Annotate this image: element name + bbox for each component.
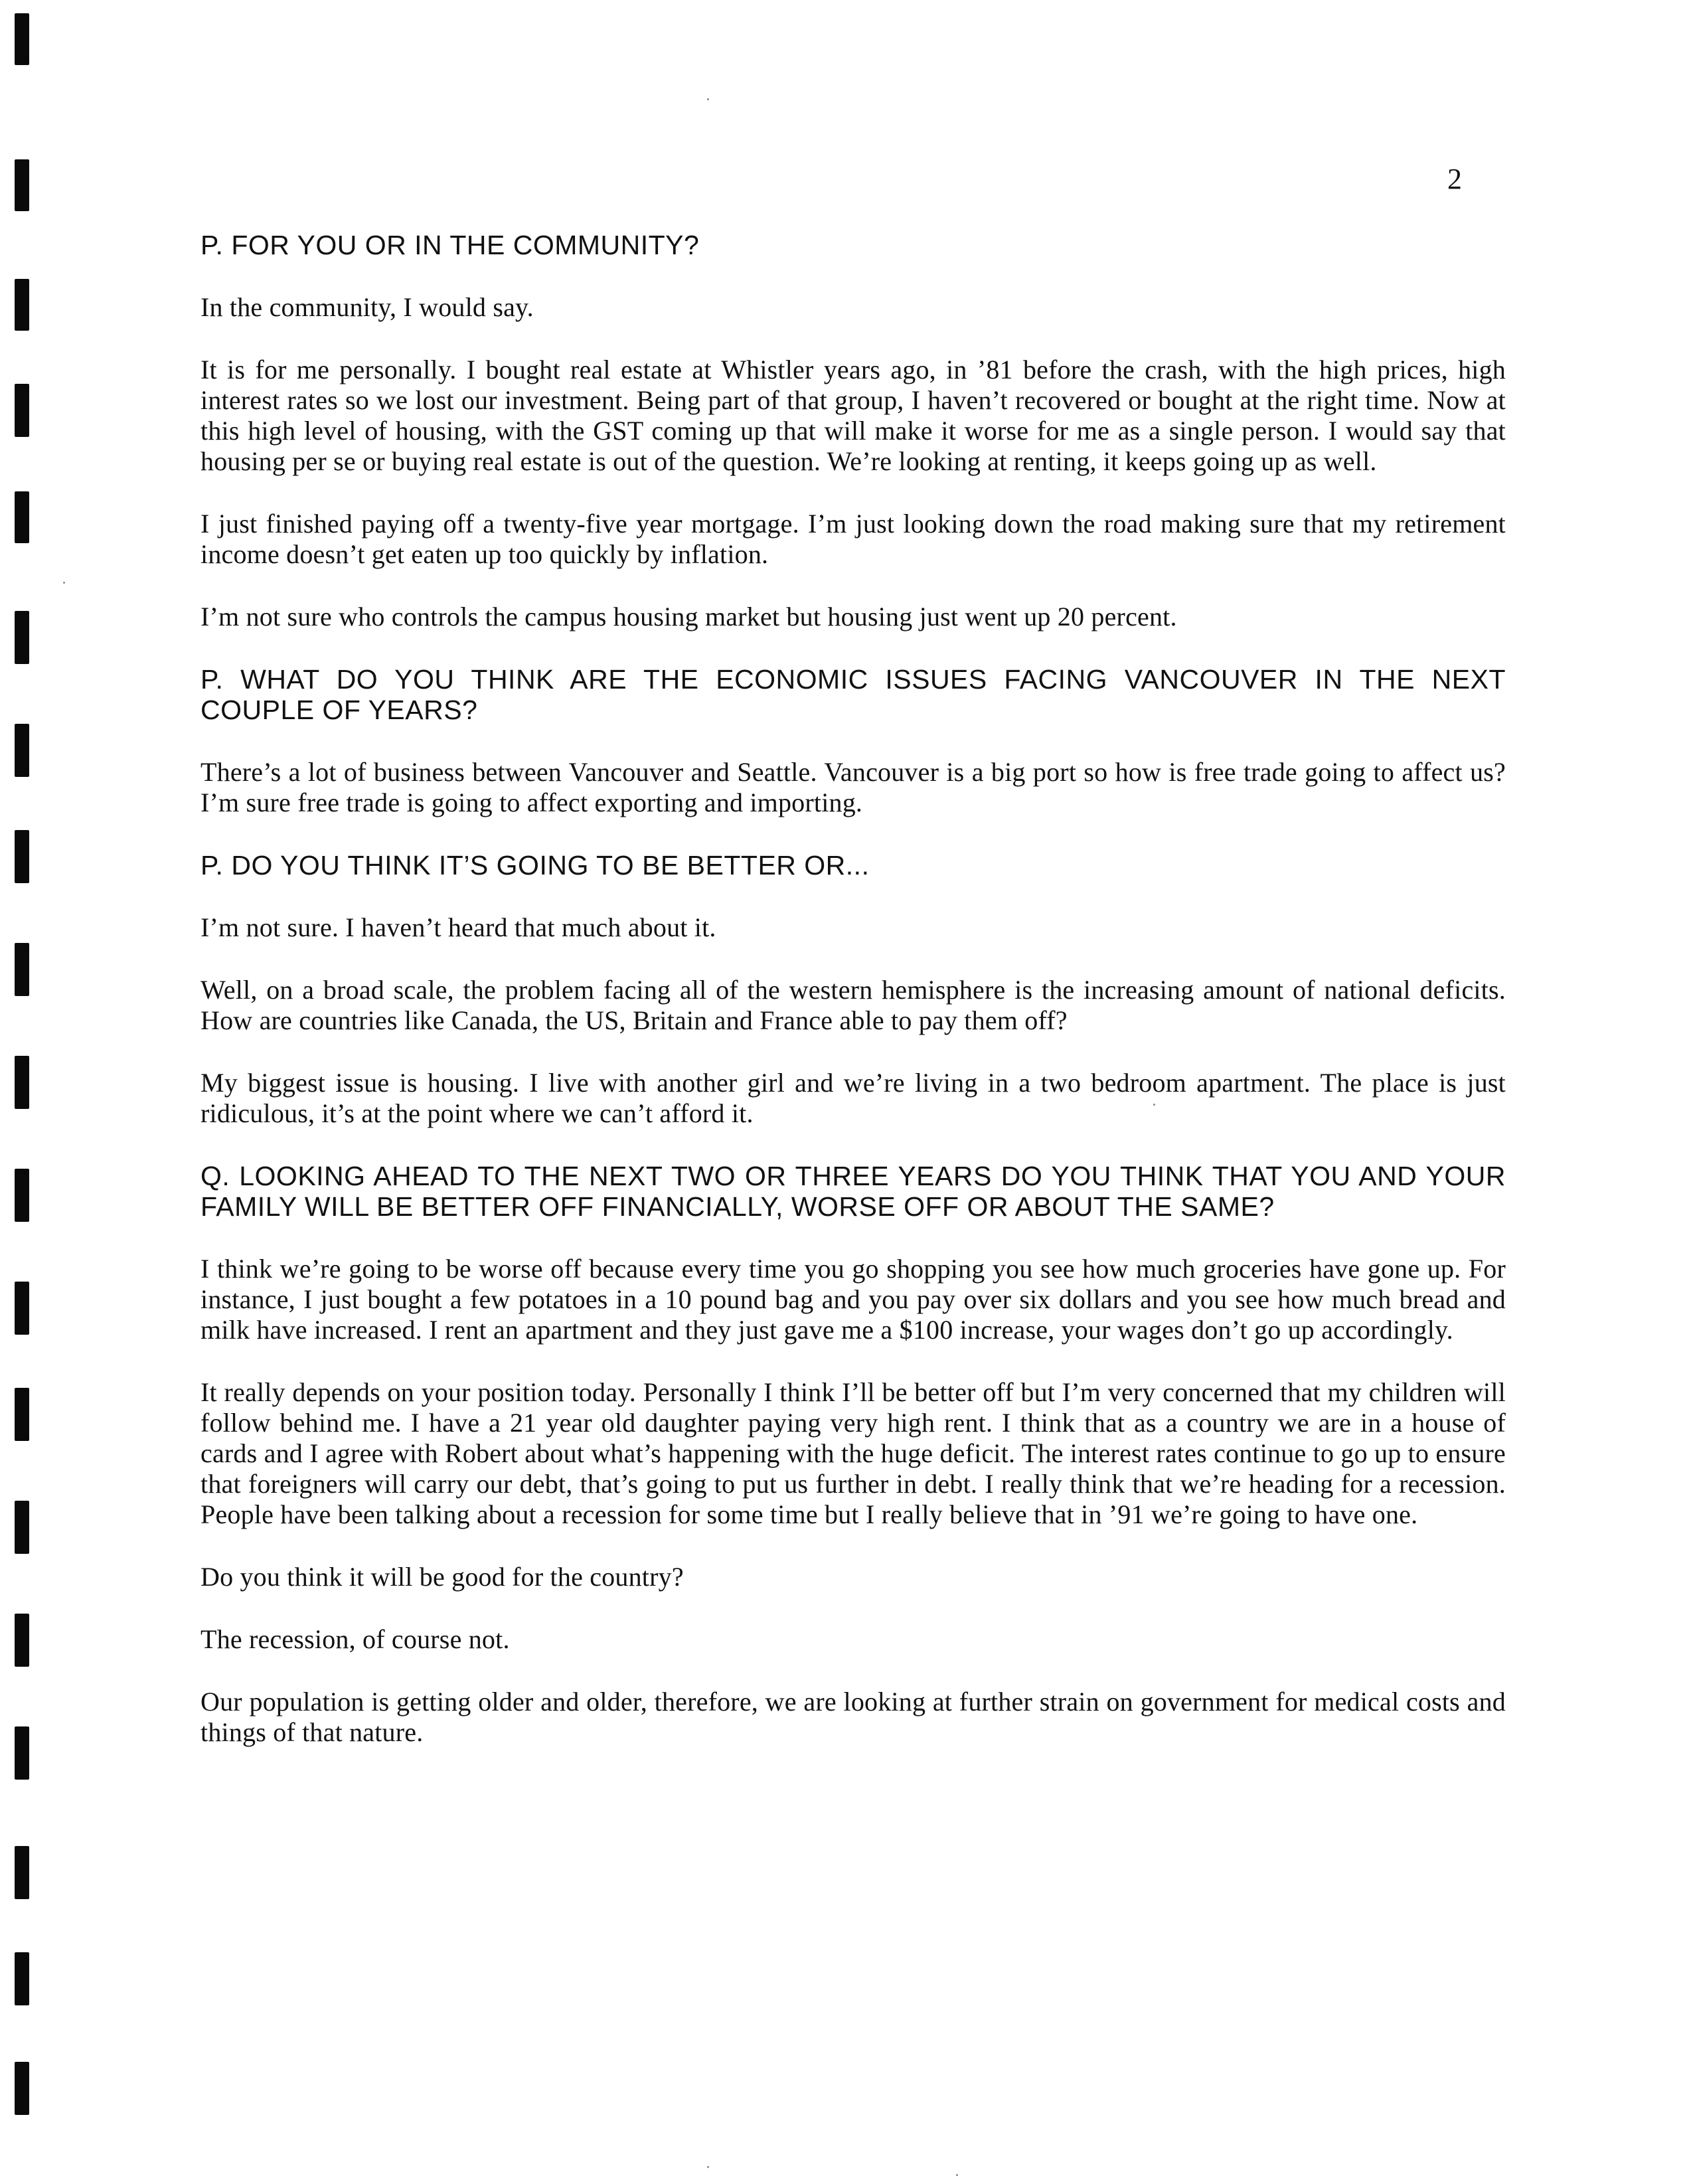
scan-speck [956, 2174, 958, 2176]
binding-mark [15, 384, 29, 437]
participant-response: I’m not sure who controls the campus housing market but housing just went up 20 percent. [201, 602, 1177, 631]
binding-mark [15, 943, 29, 996]
binding-mark [15, 279, 29, 331]
scan-speck [707, 2166, 709, 2168]
binding-mark [15, 2062, 29, 2115]
moderator-question: P. WHAT DO YOU THINK ARE THE ECONOMIC ISSUES FACING VANCOUVER IN THE NEXT COUPLE OF YEARS? [201, 664, 1506, 725]
participant-response: Well, on a broad scale, the problem facing all of the western hemisphere is the increasing amount of national deficits. How are countries like Canada, the US, Britain and France able to pay them off? [201, 975, 1506, 1035]
participant-response: The recession, of course not. [201, 1624, 510, 1654]
moderator-question: P. FOR YOU OR IN THE COMMUNITY? [201, 230, 700, 260]
participant-response: It really depends on your position today. Personally I think I’ll be better off but I’m very concerned that my children will follow behind me. I have a 21 year old daughter paying very high rent. I think that as a country we are in a house of cards and I agree with Robert about what’s happening with the huge deficit. The interest rates continue to go up to ensure that foreigners will carry our debt, that’s going to put us further in debt. I really think that we’re heading for a recession. People have been talking about a recession for some time but I really believe that in ’91 we’re going to have one. [201, 1377, 1506, 1529]
participant-response: I’m not sure. I haven’t heard that much about it. [201, 912, 716, 942]
binding-mark [15, 1726, 29, 1780]
binding-mark [15, 13, 29, 65]
binding-mark [15, 611, 29, 664]
binding-mark [15, 1952, 29, 2005]
binding-mark [15, 491, 29, 543]
participant-response: Our population is getting older and older, therefore, we are looking at further strain on government for medical costs and things of that nature. [201, 1687, 1506, 1747]
transcript-body [201, 230, 1506, 1780]
participant-response: Do you think it will be good for the country? [201, 1562, 684, 1592]
moderator-question: Q. LOOKING AHEAD TO THE NEXT TWO OR THREE YEARS DO YOU THINK THAT YOU AND YOUR FAMILY WILL BE BETTER OFF FINANCIALLY, WORSE OFF OR ABOUT THE SAME? [201, 1161, 1506, 1222]
moderator-question: P. DO YOU THINK IT’S GOING TO BE BETTER OR... [201, 850, 870, 881]
binding-mark [15, 1846, 29, 1899]
participant-response: I think we’re going to be worse off because every time you go shopping you see how much groceries have gone up. For instance, I just bought a few potatoes in a 10 pound bag and you pay over six dollars and you see how much bread and milk have increased. I rent an apartment and they just gave me a $100 increase, your wages don’t go up accordingly. [201, 1254, 1506, 1345]
binding-mark [15, 830, 29, 883]
participant-response: I just finished paying off a twenty-five year mortgage. I’m just looking down the road making sure that my retirement income doesn’t get eaten up too quickly by inflation. [201, 509, 1506, 569]
binding-mark [15, 1056, 29, 1109]
binding-mark [15, 1501, 29, 1554]
binding-mark [15, 724, 29, 777]
binding-mark [15, 1169, 29, 1222]
binding-mark [15, 1614, 29, 1667]
participant-response: It is for me personally. I bought real estate at Whistler years ago, in ’81 before the crash, with the high prices, high interest rates so we lost our investment. Being part of that group, I haven’t recovered or bought at the right time. Now at this high level of housing, with the GST coming up that will make it worse for me as a single person. I would say that housing per se or buying real estate is out of the question. We’re looking at renting, it keeps going up as well. [201, 355, 1506, 476]
scan-speck [63, 582, 65, 584]
binding-mark [15, 159, 29, 211]
participant-response: There’s a lot of business between Vancouver and Seattle. Vancouver is a big port so how is free trade going to affect us? I’m sure free trade is going to affect exporting and importing. [201, 757, 1506, 817]
binding-mark [15, 1388, 29, 1441]
scan-speck [707, 98, 709, 100]
binding-marks [9, 0, 36, 2184]
participant-response: My biggest issue is housing. I live with another girl and we’re living in a two bedroom apartment. The place is just ridiculous, it’s at the point where we can’t afford it. [201, 1068, 1506, 1128]
participant-response: In the community, I would say. [201, 292, 534, 322]
page-number: 2 [1447, 163, 1462, 195]
binding-mark [15, 1282, 29, 1335]
